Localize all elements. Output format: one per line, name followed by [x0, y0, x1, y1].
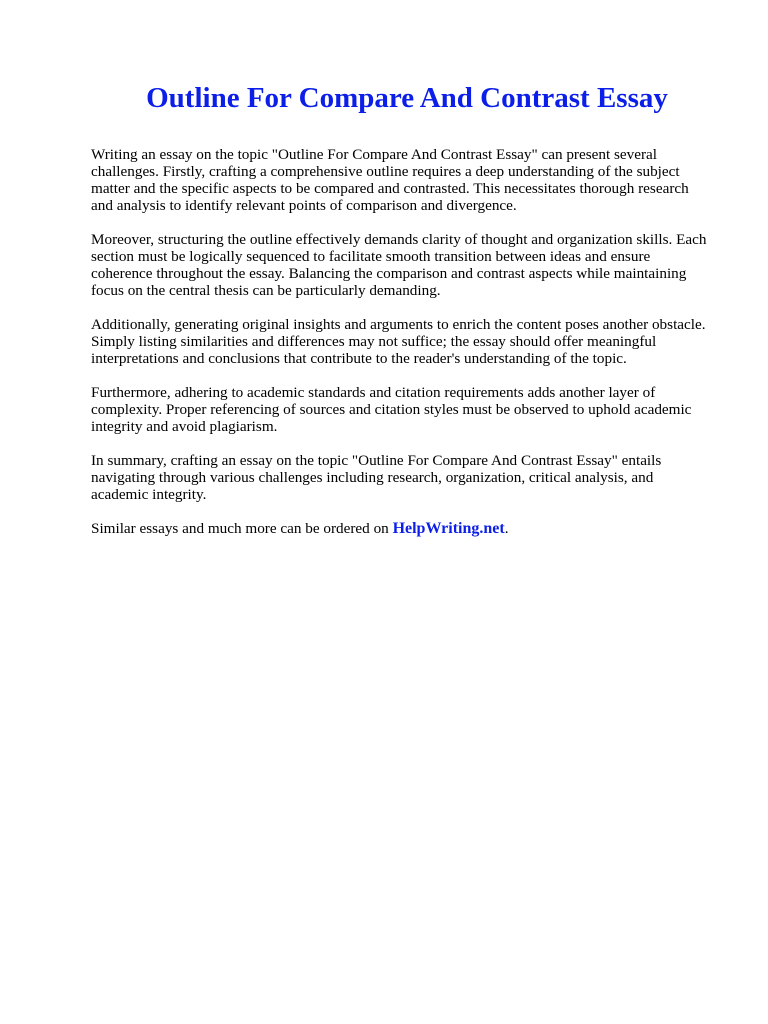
paragraph-line: challenges. Firstly, crafting a comprehensive outline requires a deep understanding of the subject [91, 163, 680, 180]
paragraph-line: integrity and avoid plagiarism. [91, 418, 278, 435]
paragraph-1 [91, 146, 731, 214]
paragraph-line: and analysis to identify relevant points of comparison and divergence. [91, 197, 517, 214]
document-body [91, 146, 731, 554]
paragraph-line: section must be logically sequenced to facilitate smooth transition between ideas and ensure [91, 248, 651, 265]
paragraph-line: focus on the central thesis can be particularly demanding. [91, 282, 441, 299]
helpwriting-link[interactable]: HelpWriting.net [392, 520, 505, 537]
paragraph-4 [91, 384, 731, 435]
footer-suffix: . [504, 520, 509, 537]
paragraph-line: academic integrity. [91, 486, 207, 503]
paragraph-line: Furthermore, adhering to academic standards and citation requirements adds another layer of [91, 384, 656, 401]
paragraph-line: matter and the specific aspects to be compared and contrasted. This necessitates thorough research [91, 180, 689, 197]
page-title: Outline For Compare And Contrast Essay [146, 82, 668, 114]
paragraph-line: Simply listing similarities and differences may not suffice; the essay should offer meaningful [91, 333, 657, 350]
paragraph-line: In summary, crafting an essay on the topic "Outline For Compare And Contrast Essay" entails [91, 452, 662, 469]
paragraph-line: interpretations and conclusions that contribute to the reader's understanding of the topic. [91, 350, 627, 367]
paragraph-2 [91, 231, 731, 299]
paragraph-5 [91, 452, 731, 503]
paragraph-line: Additionally, generating original insights and arguments to enrich the content poses another obstacle. [91, 316, 706, 333]
paragraph-line: complexity. Proper referencing of sources and citation styles must be observed to uphold academic [91, 401, 692, 418]
paragraph-line: coherence throughout the essay. Balancing the comparison and contrast aspects while maintaining [91, 265, 687, 282]
paragraph-line: navigating through various challenges including research, organization, critical analysis, and [91, 469, 654, 486]
paragraph-3 [91, 316, 731, 367]
paragraph-line: Moreover, structuring the outline effectively demands clarity of thought and organization skills. Each [91, 231, 707, 248]
paragraph-line: Writing an essay on the topic "Outline For Compare And Contrast Essay" can present several [91, 146, 658, 163]
footer-line [91, 520, 731, 537]
footer-prefix: Similar essays and much more can be ordered on [91, 520, 393, 537]
